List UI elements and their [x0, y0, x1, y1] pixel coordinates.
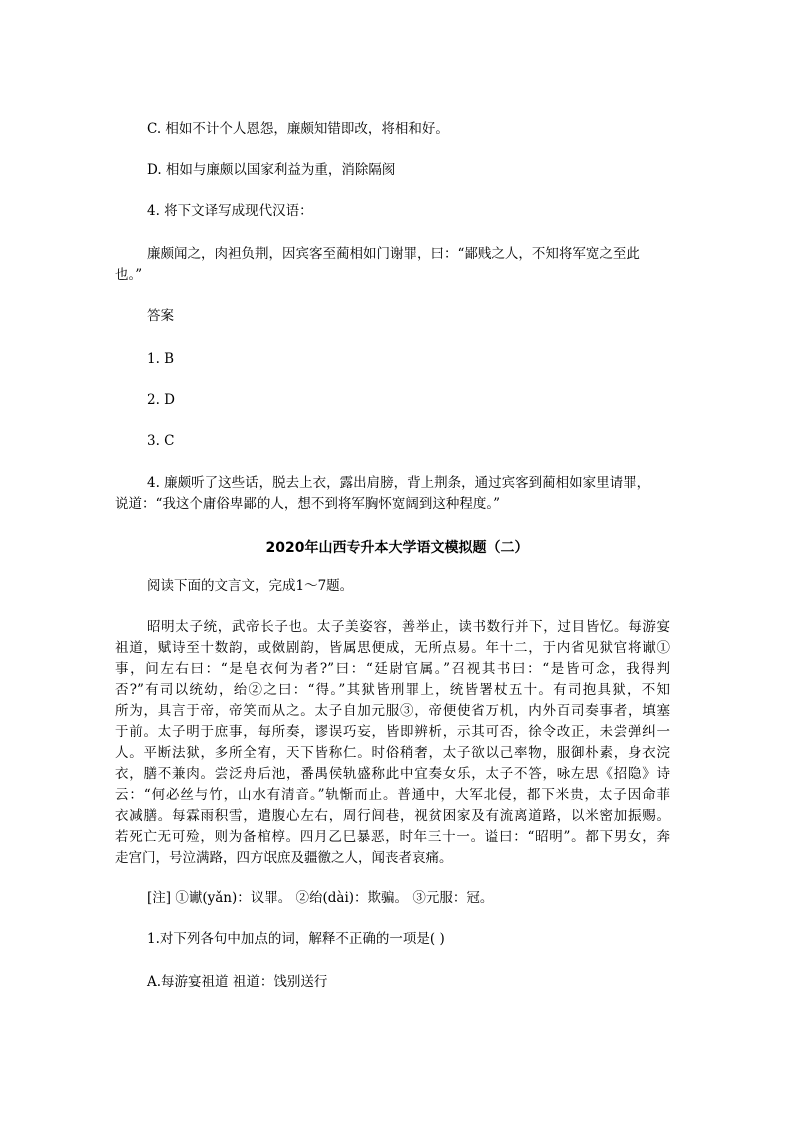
passage-line: 人。平断法狱，多所全宥，天下皆称仁。时俗稍奢，太子欲以己率物，服御朴素，身衣浣 [115, 745, 670, 761]
passage-line: 走宫门，号泣满路，四方氓庶及疆徼之人，闻丧者哀痛。 [115, 850, 453, 866]
option-c: C. 相如不计个人恩怨，廉颇知错即改，将相和好。 [147, 121, 449, 137]
passage-line: 衣，膳不兼肉。尝泛舟后池，番禺侯轨盛称此中宜奏女乐，太子不答，咏左思《招隐》诗 [115, 766, 670, 782]
passage-line: 祖道，赋诗至十数韵，或傚剧韵，皆属思便成，无所点易。年十二，于内省见狱官将谳① [115, 640, 670, 656]
section-title: 2020年山西专升本大学语文模拟题（二） [265, 540, 529, 556]
passage-line: 否?”有司以统幼，绐②之曰：“得。”其狱皆刑罪上，统皆署杖五十。有司抱具狱，不知 [115, 682, 670, 698]
question-1-option-a: A.每游宴祖道 祖道：饯别送行 [147, 974, 328, 990]
annotation-note: [注] ①谳(yǎn)：议罪。 ②绐(dài)：欺骗。 ③元服：冠。 [147, 890, 494, 906]
answer-1: 1. B [147, 351, 175, 367]
passage-line: 云：“何必丝与竹，山水有清音。”轨惭而止。普通中，大军北侵，都下米贵，太子因命菲 [115, 787, 670, 803]
answer-heading: 答案 [147, 308, 174, 324]
question-4-text-line-1: 廉颇闻之，肉袒负荆，因宾客至蔺相如门谢罪，曰：“鄙贱之人，不知将军宽之至此 [147, 246, 640, 262]
question-1: 1.对下列各句中加点的词，解释不正确的一项是( ) [147, 931, 445, 947]
answer-4-line-2: 说道：“我这个庸俗卑鄙的人，想不到将军胸怀宽阔到这种程度。” [115, 496, 501, 512]
passage-line: 事，问左右曰：“是皂衣何为者?”曰：“廷尉官属。”召视其书曰：“是皆可念，我得判 [115, 661, 670, 677]
passage-line: 若死亡无可殓，则为备棺椁。四月乙巳暴恶，时年三十一。谥曰：“昭明”。都下男女，奔 [115, 829, 670, 845]
answer-2: 2. D [147, 392, 175, 408]
passage-line: 于前。太子明于庶事，每所奏，谬误巧妄，皆即辨析，示其可否，徐令改正，未尝弹纠一 [115, 724, 670, 740]
option-d: D. 相如与廉颇以国家利益为重，消除隔阂 [147, 162, 396, 178]
instruction: 阅读下面的文言文，完成1～7题。 [147, 578, 354, 594]
answer-4-line-1: 4. 廉颇听了这些话，脱去上衣，露出肩膀，背上荆条，通过宾客到蔺相如家里请罪， [147, 475, 651, 491]
passage-line: 昭明太子统，武帝长子也。太子美姿容，善举止，读书数行并下，过目皆忆。每游宴 [147, 619, 670, 635]
question-4-text-line-2: 也。” [115, 267, 143, 283]
passage-line: 所为，具言于帝，帝笑而从之。太子自加元服③，帝便使省万机，内外百司奏事者，填塞 [115, 703, 670, 719]
answer-3: 3. C [147, 433, 175, 449]
passage-line: 衣减膳。每霖雨积雪，遣腹心左右，周行闾巷，视贫困家及有流离道路，以米密加振赐。 [115, 808, 670, 824]
question-4-prompt: 4. 将下文译写成现代汉语： [147, 203, 313, 219]
